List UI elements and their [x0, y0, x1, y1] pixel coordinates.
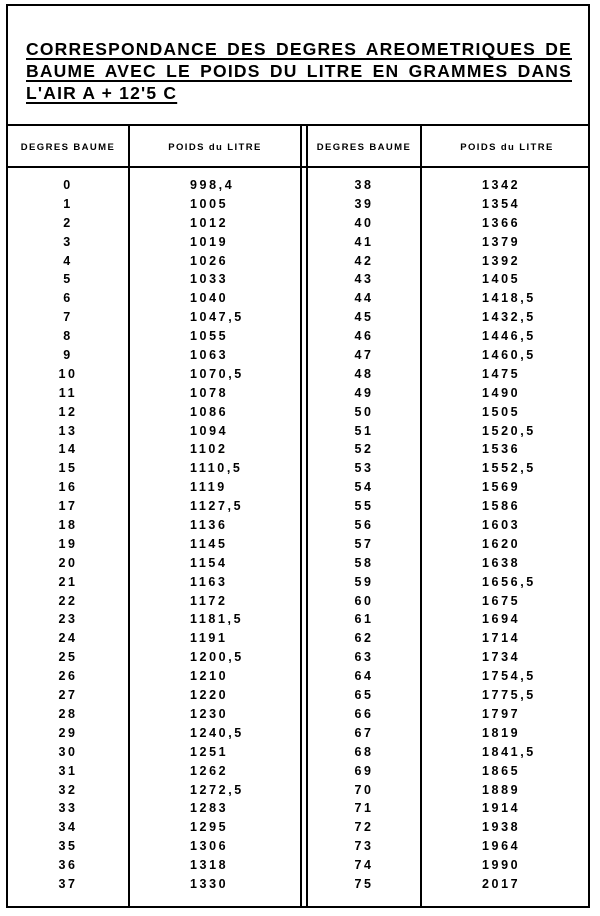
poids-cell: 1536: [482, 442, 521, 457]
poids-cell: 1964: [482, 839, 521, 854]
poids-cell: 1432,5: [482, 310, 536, 325]
degres-cell: 1: [63, 196, 73, 211]
poids-cell: 1318: [190, 858, 229, 873]
degres-cell: 3: [63, 234, 73, 249]
degres-cell: 8: [63, 329, 73, 344]
degres-cell: 43: [354, 272, 374, 287]
degres-cell: 53: [354, 461, 374, 476]
degres-cell: 72: [354, 820, 374, 835]
degres-cell: 45: [354, 310, 374, 325]
header-degres-left: DEGRES BAUME: [20, 142, 116, 153]
poids-cell: 1797: [482, 706, 521, 721]
title-line-3: L'AIR A + 12'5 C: [26, 83, 178, 103]
poids-cell: 1734: [482, 650, 521, 665]
poids-cell: 1460,5: [482, 348, 536, 363]
poids-cell: 1620: [482, 536, 521, 551]
poids-cell: 1210: [190, 669, 229, 684]
poids-cell: 1490: [482, 385, 521, 400]
column-divider-1: [128, 124, 130, 906]
degres-cell: 2: [63, 215, 73, 230]
poids-cell: 1283: [190, 801, 229, 816]
degres-cell: 24: [58, 631, 78, 646]
poids-cell: 1191: [190, 631, 228, 646]
degres-cell: 15: [58, 461, 78, 476]
poids-cell: 1127,5: [190, 499, 244, 514]
degres-cell: 71: [354, 801, 374, 816]
degres-cell: 52: [354, 442, 374, 457]
poids-cell: 1379: [482, 234, 521, 249]
poids-cell: 1638: [482, 555, 521, 570]
degres-cell: 11: [58, 385, 78, 400]
poids-column-right: [482, 176, 592, 894]
degres-cell: 55: [354, 499, 374, 514]
poids-cell: 1865: [482, 763, 521, 778]
degres-cell: 60: [354, 593, 374, 608]
poids-cell: 1342: [482, 178, 521, 192]
poids-cell: 1145: [190, 536, 228, 551]
degres-cell: 10: [58, 366, 78, 381]
degres-cell: 6: [63, 291, 73, 306]
degres-cell: 26: [58, 669, 78, 684]
poids-cell: 1163: [190, 574, 228, 589]
degres-cell: 19: [58, 536, 78, 551]
poids-cell: 1392: [482, 253, 521, 268]
header-poids-left: POIDS du LITRE: [168, 142, 262, 153]
degres-cell: 74: [354, 858, 374, 873]
degres-cell: 27: [58, 688, 78, 703]
degres-cell: 59: [354, 574, 374, 589]
poids-cell: 1405: [482, 272, 521, 287]
degres-cell: 51: [354, 423, 374, 438]
degres-cell: 13: [58, 423, 78, 438]
poids-cell: 1295: [190, 820, 229, 835]
degres-column-left: [8, 176, 128, 894]
degres-cell: 68: [354, 744, 374, 759]
degres-cell: 36: [58, 858, 78, 873]
table-title: [14, 38, 586, 128]
poids-cell: 1262: [190, 763, 229, 778]
poids-cell: 1694: [482, 612, 521, 627]
poids-cell: 1086: [190, 404, 229, 419]
degres-cell: 57: [354, 536, 374, 551]
poids-cell: 1154: [190, 555, 228, 570]
poids-cell: 1569: [482, 480, 521, 495]
poids-cell: 1040: [190, 291, 229, 306]
degres-cell: 34: [58, 820, 78, 835]
degres-cell: 4: [63, 253, 73, 268]
degres-cell: 62: [354, 631, 374, 646]
degres-cell: 9: [63, 348, 73, 363]
poids-cell: 1520,5: [482, 423, 536, 438]
degres-cell: 40: [354, 215, 374, 230]
degres-cell: 39: [354, 196, 374, 211]
table-frame: [6, 4, 590, 908]
poids-cell: 2017: [482, 876, 521, 891]
poids-cell: 1220: [190, 688, 229, 703]
poids-cell: 1240,5: [190, 725, 244, 740]
poids-cell: 1026: [190, 253, 229, 268]
poids-cell: 1889: [482, 782, 521, 797]
degres-cell: 75: [354, 876, 374, 891]
poids-cell: 1070,5: [190, 366, 244, 381]
poids-cell: 1938: [482, 820, 521, 835]
poids-cell: 1914: [482, 801, 521, 816]
poids-cell: 1354: [482, 196, 521, 211]
degres-cell: 30: [58, 744, 78, 759]
poids-cell: 1012: [190, 215, 229, 230]
degres-cell: 22: [58, 593, 78, 608]
poids-cell: 1110,5: [190, 461, 243, 476]
poids-cell: 1172: [190, 593, 228, 608]
poids-cell: 1475: [482, 366, 521, 381]
poids-cell: 1446,5: [482, 329, 536, 344]
header-degres-right: DEGRES BAUME: [316, 142, 412, 153]
degres-cell: 29: [58, 725, 78, 740]
poids-cell: 1754,5: [482, 669, 536, 684]
poids-cell: 1990: [482, 858, 521, 873]
poids-cell: 1019: [190, 234, 229, 249]
poids-cell: 1505: [482, 404, 521, 419]
degres-cell: 38: [354, 178, 374, 192]
degres-cell: 47: [354, 348, 374, 363]
poids-cell: 1078: [190, 385, 229, 400]
poids-cell: 1005: [190, 196, 229, 211]
poids-cell: 1586: [482, 499, 521, 514]
poids-cell: 1675: [482, 593, 521, 608]
poids-cell: 1230: [190, 706, 229, 721]
degres-cell: 17: [58, 499, 78, 514]
degres-cell: 50: [354, 404, 374, 419]
poids-cell: 1251: [190, 744, 229, 759]
poids-cell: 1603: [482, 518, 521, 533]
poids-cell: 1272,5: [190, 782, 244, 797]
poids-cell: 998,4: [190, 178, 235, 192]
degres-cell: 12: [58, 404, 78, 419]
poids-cell: 1656,5: [482, 574, 536, 589]
degres-cell: 23: [58, 612, 78, 627]
degres-cell: 5: [63, 272, 73, 287]
poids-cell: 1063: [190, 348, 229, 363]
poids-cell: 1200,5: [190, 650, 244, 665]
degres-cell: 25: [58, 650, 78, 665]
poids-cell: 1819: [482, 725, 521, 740]
poids-cell: 1047,5: [190, 310, 244, 325]
degres-cell: 69: [354, 763, 374, 778]
poids-cell: 1136: [190, 518, 228, 533]
degres-cell: 48: [354, 366, 374, 381]
poids-cell: 1033: [190, 272, 229, 287]
degres-cell: 42: [354, 253, 374, 268]
poids-cell: 1306: [190, 839, 229, 854]
poids-cell: 1330: [190, 876, 229, 891]
degres-cell: 35: [58, 839, 78, 854]
poids-cell: 1775,5: [482, 688, 536, 703]
poids-column-left: [190, 176, 300, 894]
degres-cell: 54: [354, 480, 374, 495]
title-divider: [8, 124, 588, 126]
title-line-1: CORRESPONDANCE DES DEGRES AREOMETRIQUES DE: [26, 39, 572, 59]
poids-cell: 1181,5: [190, 612, 244, 627]
degres-cell: 44: [354, 291, 374, 306]
degres-cell: 33: [58, 801, 78, 816]
poids-cell: 1552,5: [482, 461, 536, 476]
degres-cell: 46: [354, 329, 374, 344]
degres-cell: 65: [354, 688, 374, 703]
degres-cell: 63: [354, 650, 374, 665]
degres-cell: 18: [58, 518, 78, 533]
poids-cell: 1094: [190, 423, 229, 438]
poids-cell: 1714: [482, 631, 521, 646]
degres-cell: 49: [354, 385, 374, 400]
degres-cell: 37: [58, 876, 78, 891]
poids-cell: 1119: [190, 480, 227, 495]
degres-cell: 21: [58, 574, 78, 589]
degres-cell: 67: [354, 725, 374, 740]
column-divider-3: [420, 124, 422, 906]
header-divider: [8, 166, 588, 168]
degres-cell: 32: [58, 782, 78, 797]
degres-cell: 66: [354, 706, 374, 721]
degres-cell: 0: [63, 178, 73, 192]
degres-cell: 61: [354, 612, 374, 627]
poids-cell: 1366: [482, 215, 521, 230]
degres-cell: 28: [58, 706, 78, 721]
degres-cell: 20: [58, 555, 78, 570]
header-poids-right: POIDS du LITRE: [460, 142, 554, 153]
degres-cell: 56: [354, 518, 374, 533]
degres-column-right: [308, 176, 420, 894]
degres-cell: 73: [354, 839, 374, 854]
poids-cell: 1102: [190, 442, 228, 457]
degres-cell: 16: [58, 480, 78, 495]
column-divider-2a: [300, 124, 302, 906]
degres-cell: 14: [58, 442, 78, 457]
degres-cell: 58: [354, 555, 374, 570]
degres-cell: 41: [354, 234, 374, 249]
poids-cell: 1055: [190, 329, 229, 344]
degres-cell: 7: [63, 310, 73, 325]
degres-cell: 31: [58, 763, 78, 778]
poids-cell: 1841,5: [482, 744, 536, 759]
title-line-2: BAUME AVEC LE POIDS DU LITRE EN GRAMMES DANS: [26, 61, 572, 81]
degres-cell: 70: [354, 782, 374, 797]
degres-cell: 64: [354, 669, 374, 684]
poids-cell: 1418,5: [482, 291, 536, 306]
